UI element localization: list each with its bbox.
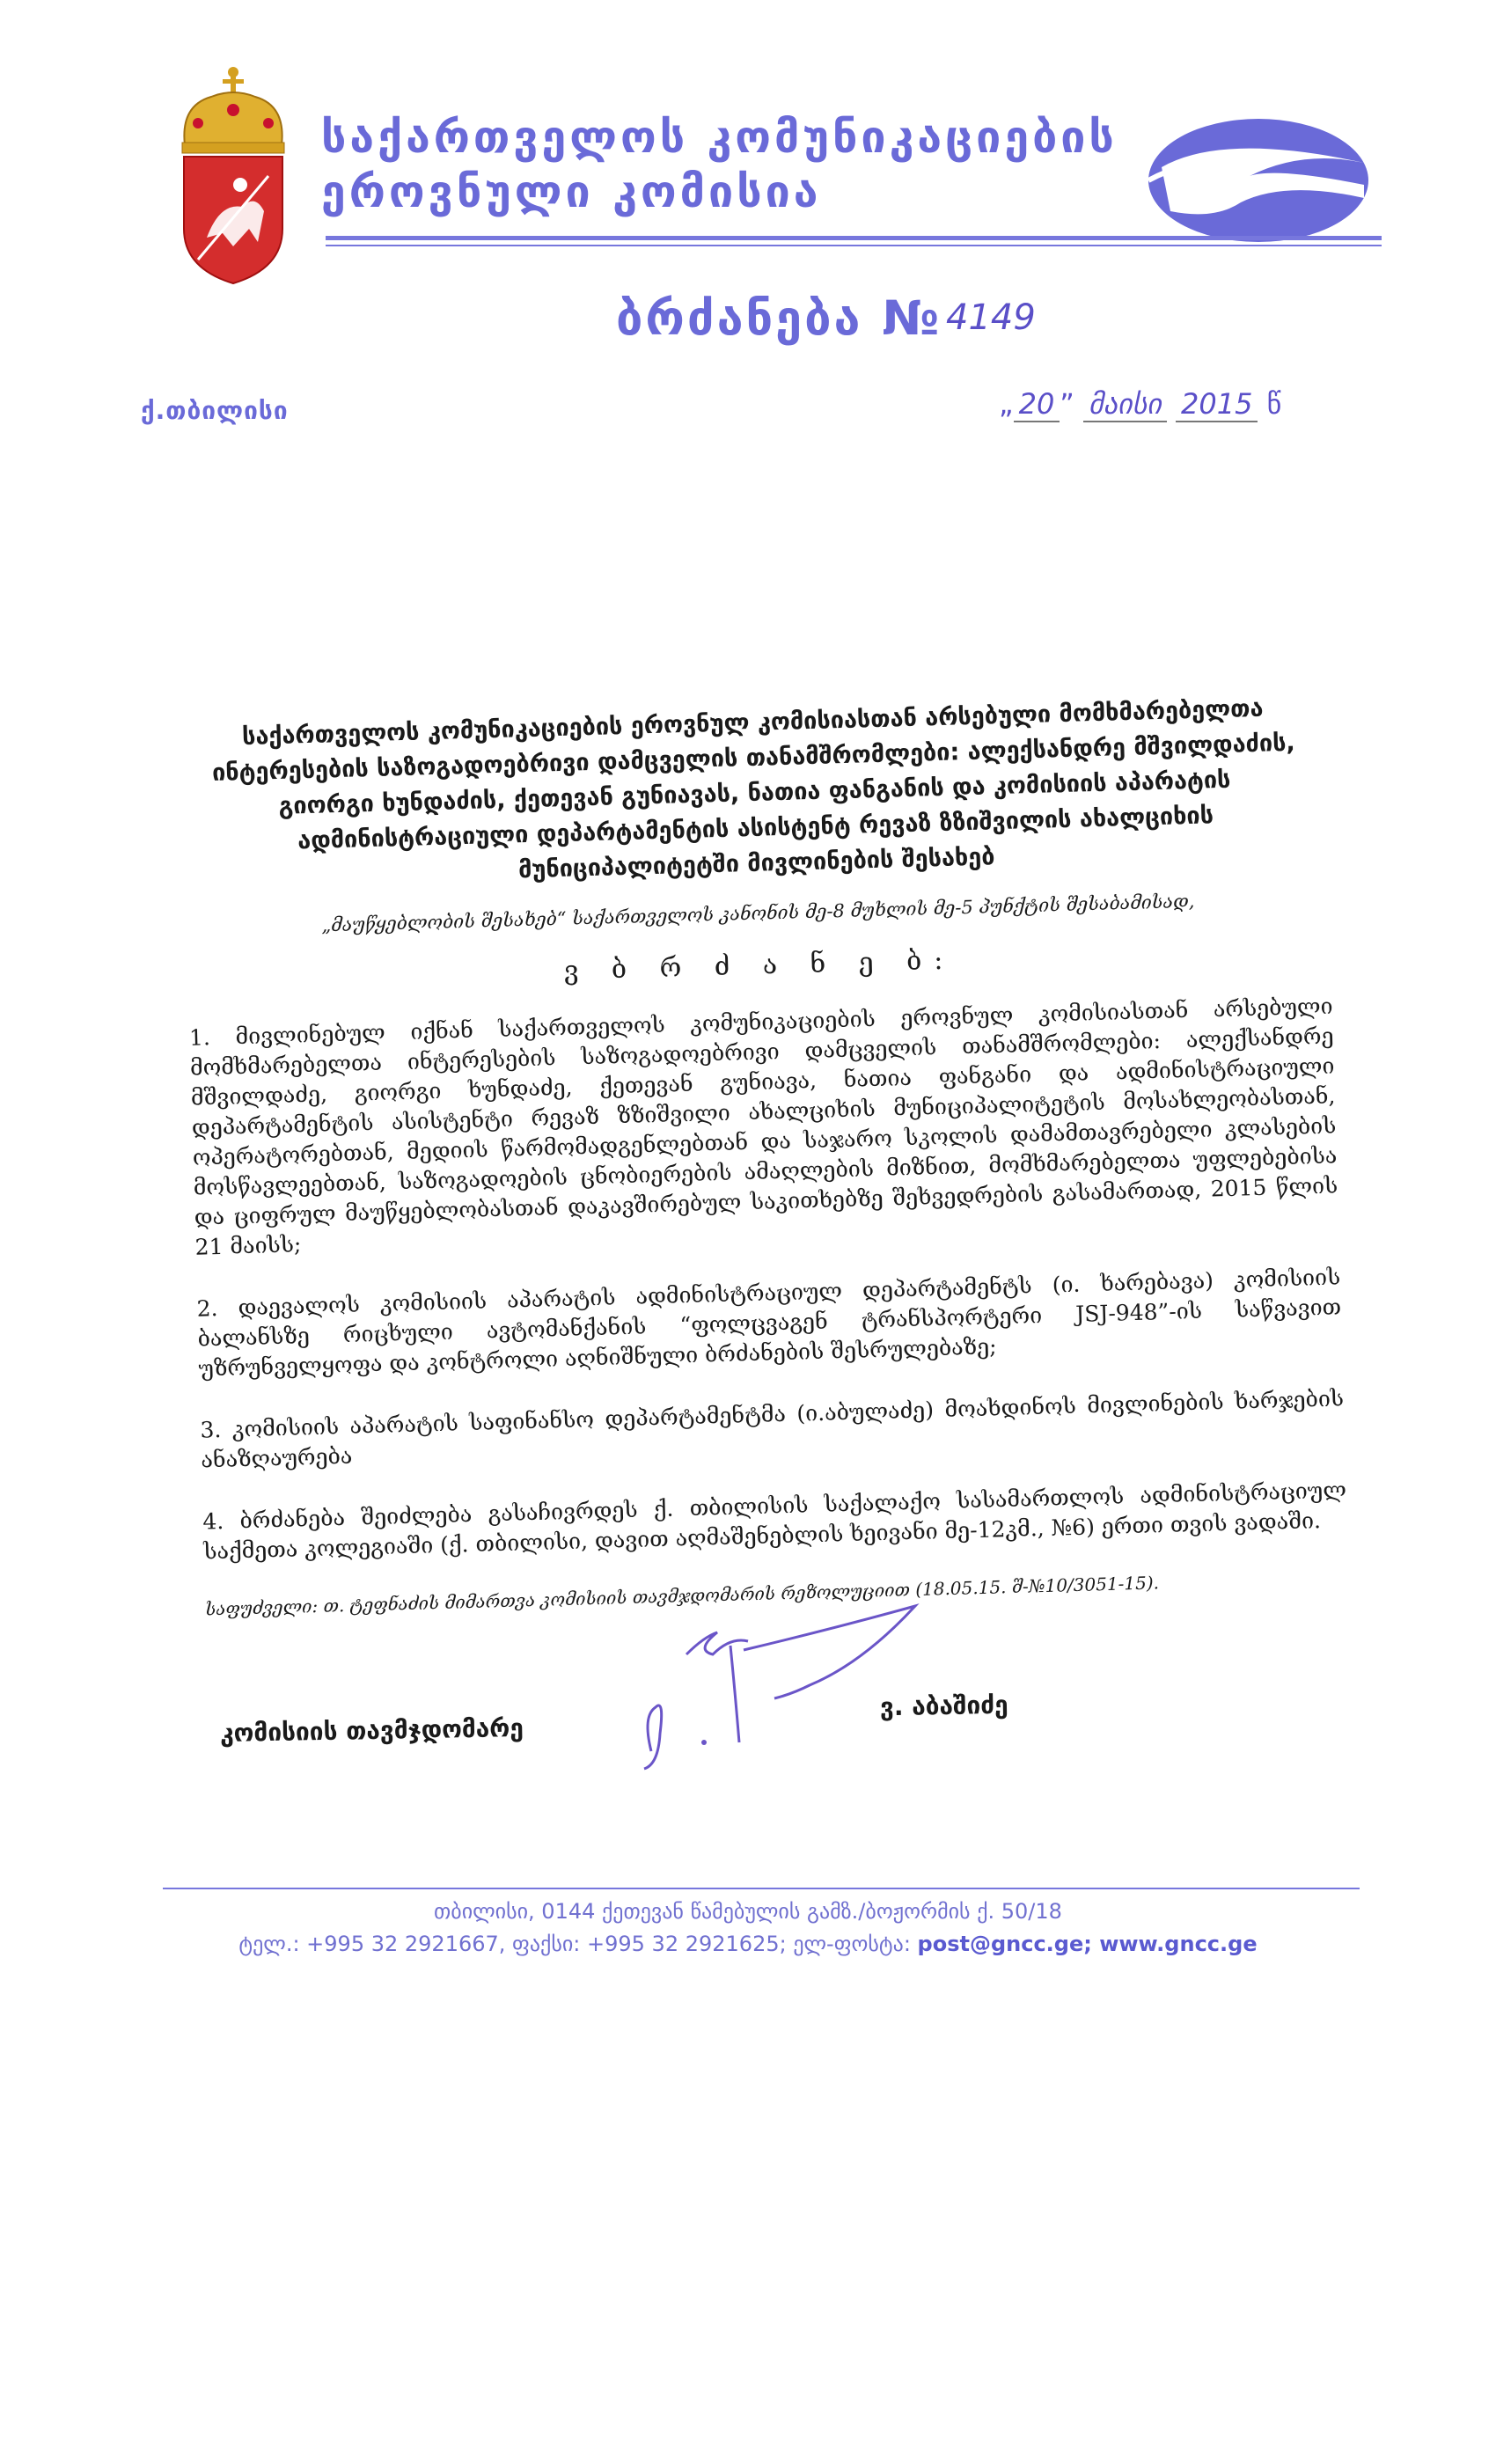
footer-separator: ; [1083, 1932, 1100, 1956]
date-year: 2015 [1176, 387, 1258, 422]
order-number: 4149 [946, 297, 1036, 338]
date-month: მაისი [1083, 387, 1167, 422]
gncc-logo-icon [1144, 114, 1373, 246]
order-paragraph-2: 2. დაევალოს კომისიის აპარატის ადმინისტრაციულ დეპარტამენტს (ი. ხარებავა) კომისიის ბალანსზე რიცხული ავტომანქანის “ფოლცვაგენ ტრანსპორტერი JSJ-948”-ის საწვავით უზრუნველყოფა და კონტროლი აღნიშნული ბრძანების შესრულებაზე; [196, 1264, 1342, 1382]
order-subject: საქართველოს კომუნიკაციების ეროვნულ კომისიასთან არსებული მომხმარებელთა ინტერესების საზოგადოებრივი დამცველის თანამშრომლები: ალექსანდრე მშვილდაძის, გიორგი ხუნდაძის, ქეთევან გუნიავას, ნათია ფანგანის და კომისიის აპარატის ადმინისტრაციული დეპარტამენტის ასისტენტ რევაზ ზზიშვილის ახალციხის მუნიციპალიტეტში მივლინების შესახებ [211, 694, 1296, 884]
legal-basis: „მაუწყებლობის შესახებ“ საქართველოს კანონის მე-8 მუხლის მე-5 პუნქტის შესაბამისად, [320, 890, 1195, 936]
foundation-note: საფუძველი: თ. ტეფნაძის მიმართვა კომისიის თავმჯდომარის რეზოლუციით (18.05.15. შ-№10/3051-15). [204, 1572, 1160, 1620]
footer-contacts-prefix: ტელ.: +995 32 2921667, ფაქსი: +995 32 2921625; ელ-ფოსტა: [238, 1932, 918, 1956]
date-close-quote: ” [1060, 387, 1074, 421]
order-title: ბრძანება № [616, 290, 942, 346]
city-label: ქ.თბილისი [141, 396, 289, 425]
order-date [999, 387, 1281, 421]
date-suffix: წ [1266, 387, 1282, 421]
coat-of-arms-emblem [172, 62, 295, 290]
footer-address: თბილისი, 0144 ქეთევან წამებულის გამზ./ბოჟორმის ქ. 50/18 [434, 1899, 1062, 1924]
footer-rule [163, 1888, 1360, 1889]
org-name-line1: საქართველოს კომუნიკაციების [321, 112, 1118, 163]
signatory-role: კომისიის თავმჯდომარე [219, 1712, 524, 1749]
date-day: 20 [1014, 387, 1060, 422]
footer-website-link[interactable]: www.gncc.ge [1099, 1932, 1258, 1956]
organization-name [321, 110, 1118, 219]
date-open-quote: „ [999, 387, 1014, 421]
handwritten-signature [634, 1602, 950, 1778]
order-paragraph-3: 3. კომისიის აპარატის საფინანსო დეპარტამენტმა (ი.აბულაძე) მოახდინოს მივლინების ხარჯების ანაზღაურება [200, 1385, 1345, 1473]
order-heading: ვ ბ რ ძ ა ნ ე ბ: [563, 944, 956, 986]
org-name-line2: ეროვნული კომისია [321, 166, 822, 217]
footer-contacts [0, 1932, 1496, 1956]
document-body [180, 690, 1349, 1620]
order-paragraph-1: 1. მივლინებულ იქნან საქართველოს კომუნიკაციების ეროვნულ კომისიასთან არსებული მომხმარებელთა ინტერესების საზოგადოებრივი დამცველის თანამშრომლები: ალექსანდრე მშვილდაძე, გიორგი ხუნდაძე, ქეთევან გუნიავა, ნათია ფანგანი და ადმინისტრაციული დეპარტამენტის ასისტენტი რევაზ ზზიშვილი ახალციხის მუნიციპალიტეტის მოსახლეობასთან, ოპერატორებთან, მედიის წარმომადგენლებთან და საჯარო სკოლის დამამთავრებელი კლასების მოსწავლეებთან, საზოგადოების ცნობიერების ამაღლების მიზნით, მომხმარებელთა უფლებებისა და ციფრულ მაუწყებლობასთან დაკავშირებულ საკითხებზე შეხვედრების გასამართად, 2015 წლის 21 მაისს; [188, 993, 1338, 1260]
order-paragraph-4: 4. ბრძანება შეიძლება გასაჩივრდეს ქ. თბილისის საქალაქო სასამართლოს ადმინისტრაციულ საქმეთა კოლეგიაში (ქ. თბილისი, დავით აღმაშენებლის ხეივანი მე-12კმ., №6) ერთი თვის ვადაში. [202, 1477, 1347, 1565]
header-rule-thick [326, 236, 1382, 240]
header-rule-thin [326, 245, 1382, 246]
footer-email-link[interactable]: post@gncc.ge [917, 1932, 1084, 1956]
signatory-name: ვ. აბაშიძე [879, 1690, 1008, 1722]
